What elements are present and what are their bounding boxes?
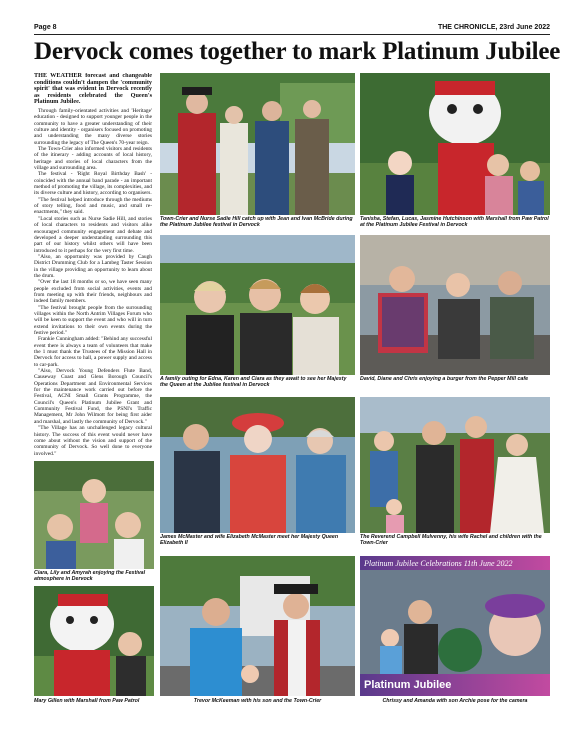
article-paragraph: The festival - 'Right Royal Birthday Bash' - coincided with the annual band parade - an important method of promoting the village, its complexities, and its diverse culture and history, according to organisers. (34, 171, 152, 197)
photo-mcmasters-queen (160, 397, 355, 533)
issue-date: 23rd June 2022 (499, 24, 550, 31)
banner-top-text: Platinum Jubilee Celebrations 11th June 2022 (364, 559, 513, 568)
photo-town-crier-nurse (160, 73, 355, 215)
article-paragraph: The Town-Crier also informed visitors and residents of the itinerary - adding accounts of local history, heritage and stories of local characters from the village and surrounding area. (34, 146, 152, 172)
photo-mary-gillen-marshall (34, 586, 154, 696)
caption-photo-6: The Reverend Campbell Mulvenny, his wife Rachel and children with the Town-Crier (360, 534, 542, 547)
photo-family-outing (160, 235, 355, 375)
article-paragraph: "The festival helped introduce through the mediums of story telling, food and music, and small re-enactments," they said. (34, 196, 152, 216)
page-number: Page 8 (34, 24, 57, 31)
article-paragraph: Frankie Cunningham added: "Behind any successful event there is always a team of volunteers that make the 1 must thank the Trustees of the Mission Hall in Dervock for access to hall, a power supply and access to car-park. (34, 336, 152, 368)
article-paragraph: "Local stories such as Nurse Sadie Hill, and stories of local characters to residents and visitors alike encouraged community engagement and debate and developed a deeper understanding surrounding this part of our history whilst others will have been introduced to it perhaps for the very first time. (34, 215, 152, 254)
photo-burger-group (360, 235, 550, 375)
photo-trevor-mckeeman (160, 556, 355, 696)
header-rule (34, 34, 550, 35)
caption-photo-2: Tanisha, Stefan, Lucas, Jasmine Hutchinson with Marshall from Paw Patrol at the Platinum Jubilee Festival in Dervock (360, 216, 549, 229)
caption-photo-5: James McMaster and wife Elizabeth McMaster meet her Majesty Queen Elizabeth II (160, 534, 339, 547)
caption-photo-1: Town-Crier and Nurse Sadie Hill catch up with Jean and Ivan McBride during the Platinum Jubilee festival in Dervock (160, 216, 353, 229)
article-paragraph: "Also, an opportunity was provided by Caugh District Drumming Club for a Lambeg Taster Session in the village providing an opportunity to learn about the drum. (34, 253, 152, 279)
photo-girls-festival (34, 461, 154, 569)
banner-bottom-text: Platinum Jubilee (364, 679, 452, 691)
article-body (34, 73, 152, 459)
photo-reverend-family (360, 397, 550, 533)
masthead-date: THE CHRONICLE, 23rd June 2022 (437, 24, 550, 31)
caption-photo-7: Ciara, Lily and Amyrah enjoying the Festival atmosphere in Dervock (34, 570, 146, 583)
article-paragraph: Through family-orientated activities and 'Heritage' education - designed to support younger people in the community to have a greater understanding of their culture and identity - organisers focused on promoting and understanding the many diverse stories surrounding the legacy of The Queen's 70-year reign. (34, 107, 152, 146)
caption-photo-3: A family outing for Edna, Karen and Ciara as they await to see her Majesty the Queen at the Jubilee festival in Dervock (160, 376, 347, 389)
article-lede: THE WEATHER forecast and changeable conditions couldn't dampen the 'community spirit' that was evident in Dervock recently as residents celebrated the Queen's Platinum Jubilee. (34, 73, 152, 106)
headline: Dervock comes together to mark Platinum Jubilee (34, 38, 561, 65)
photo-jubilee-banner-family (360, 556, 550, 696)
caption-photo-9: Trevor McKeeman with his son and the Town-Crier (193, 698, 322, 704)
photo-paw-patrol-children (360, 73, 550, 215)
article-paragraph: "The Village has an unchallenged legacy cultural history. The success of this event would never have come about without the vision and support of the community of Dervock. So well done to everyone involved." (34, 425, 152, 457)
publication-name: THE CHRONICLE (437, 24, 496, 31)
caption-photo-10: Chrissy and Amanda with son Archie pose for the camera (382, 698, 528, 704)
article-paragraph: "Also, Dervock Young Defenders Flute Band, Causeway Coast and Glens Borough Council's Operations Department and Environmental Services for the maintenance work carried out before the Festival, ACNI Small Grants Programme, the Council's Queen's Platinum Jubilee Grant and Community Festival Fund, the PSNI's Traffic Management, Mr John Wilmott for being first aider and marshal, and lastly the community of Dervock." (34, 368, 152, 425)
caption-photo-4: David, Diane and Chris enjoying a burger from the Pepper Mill cafe (360, 376, 529, 382)
article-paragraph: "Over the last 18 months or so, we have seen many people excluded from social activities, events and from meeting up with their friends, neighbours and indeed family members. (34, 279, 152, 305)
caption-photo-8: Mary Gillen with Marshall from Paw Patrol (34, 698, 140, 704)
article-paragraph: "The festival brought people from the surrounding villages within the North Antrim Villages Forum who will be keen to support the event and who will in turn extend invitations to their own events during the festive period." (34, 304, 152, 336)
